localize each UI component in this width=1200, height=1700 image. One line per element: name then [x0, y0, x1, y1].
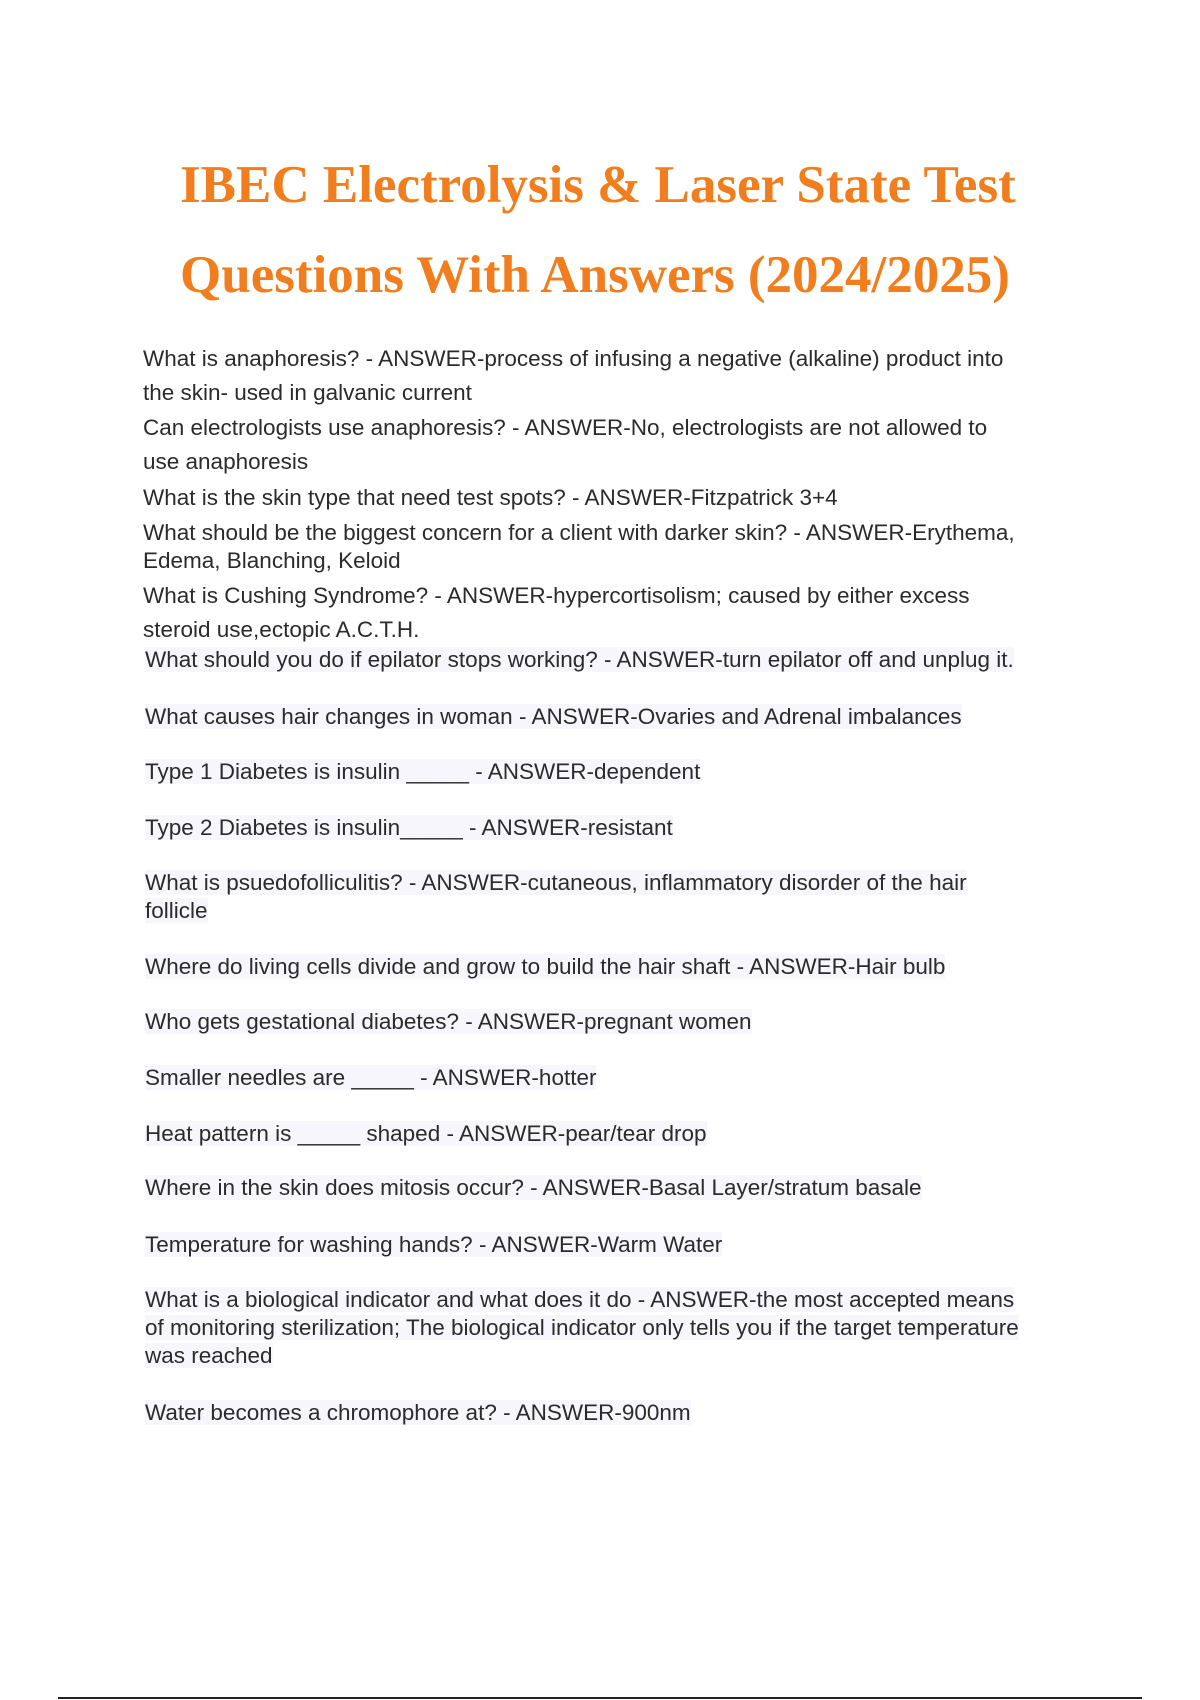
- qa-line: What should be the biggest concern for a client with darker skin? - ANSWER-Erythema,: [143, 520, 1015, 545]
- qa-line: What is anaphoresis? - ANSWER-process of infusing a negative (alkaline) product into: [143, 346, 1004, 371]
- qa-line: the skin- used in galvanic current: [143, 380, 472, 405]
- qa-item: [145, 1231, 1095, 1259]
- qa-line: Where in the skin does mitosis occur? - ANSWER-Basal Layer/stratum basale: [145, 1175, 922, 1200]
- qa-line: was reached: [145, 1343, 273, 1368]
- qa-line: of monitoring sterilization; The biological indicator only tells you if the target temperature: [145, 1315, 1019, 1340]
- qa-line: What is a biological indicator and what does it do - ANSWER-the most accepted means: [145, 1287, 1015, 1312]
- document-title-line-1: IBEC Electrolysis & Laser State Test: [180, 156, 1016, 214]
- qa-item: [145, 703, 1095, 731]
- qa-item: [145, 1286, 1095, 1370]
- qa-item: [143, 411, 1103, 479]
- qa-line: steroid use,ectopic A.C.T.H.: [143, 617, 420, 642]
- qa-line: Edema, Blanching, Keloid: [143, 548, 401, 573]
- qa-line: Where do living cells divide and grow to build the hair shaft - ANSWER-Hair bulb: [145, 954, 946, 979]
- qa-line: Can electrologists use anaphoresis? - ANSWER-No, electrologists are not allowed to: [143, 415, 988, 440]
- qa-item: [145, 1064, 1095, 1092]
- qa-line: What is psuedofolliculitis? - ANSWER-cutaneous, inflammatory disorder of the hair: [145, 870, 967, 895]
- qa-line: Type 2 Diabetes is insulin_____ - ANSWER-resistant: [145, 815, 673, 840]
- qa-item: [143, 519, 1103, 575]
- qa-item: [145, 869, 1095, 925]
- qa-item: [145, 758, 1095, 786]
- qa-item: [143, 579, 1103, 647]
- qa-line: Who gets gestational diabetes? - ANSWER-pregnant women: [145, 1009, 752, 1034]
- footer-divider: [58, 1697, 1142, 1699]
- qa-item: [145, 646, 1095, 674]
- qa-line: What is Cushing Syndrome? - ANSWER-hypercortisolism; caused by either excess: [143, 583, 970, 608]
- qa-item: [143, 342, 1103, 410]
- qa-item: [143, 481, 1103, 515]
- qa-line: Heat pattern is _____ shaped - ANSWER-pear/tear drop: [145, 1121, 707, 1146]
- qa-line: Water becomes a chromophore at? - ANSWER-900nm: [145, 1400, 691, 1425]
- qa-line: Smaller needles are _____ - ANSWER-hotter: [145, 1065, 597, 1090]
- qa-item: [145, 1399, 1095, 1427]
- qa-line: Type 1 Diabetes is insulin _____ - ANSWER-dependent: [145, 759, 701, 784]
- document-title: [180, 140, 1120, 320]
- qa-item: [145, 1120, 1095, 1148]
- qa-line: What causes hair changes in woman - ANSWER-Ovaries and Adrenal imbalances: [145, 704, 962, 729]
- qa-line: follicle: [145, 898, 208, 923]
- document-title-line-2: Questions With Answers (2024/2025): [180, 246, 1010, 304]
- qa-line: What should you do if epilator stops working? - ANSWER-turn epilator off and unplug it.: [145, 647, 1014, 672]
- qa-line: What is the skin type that need test spots? - ANSWER-Fitzpatrick 3+4: [143, 485, 838, 510]
- qa-item: [145, 1008, 1095, 1036]
- qa-line: use anaphoresis: [143, 449, 309, 474]
- qa-item: [145, 814, 1095, 842]
- qa-item: [145, 953, 1095, 981]
- qa-item: [145, 1174, 1095, 1202]
- qa-line: Temperature for washing hands? - ANSWER-Warm Water: [145, 1232, 723, 1257]
